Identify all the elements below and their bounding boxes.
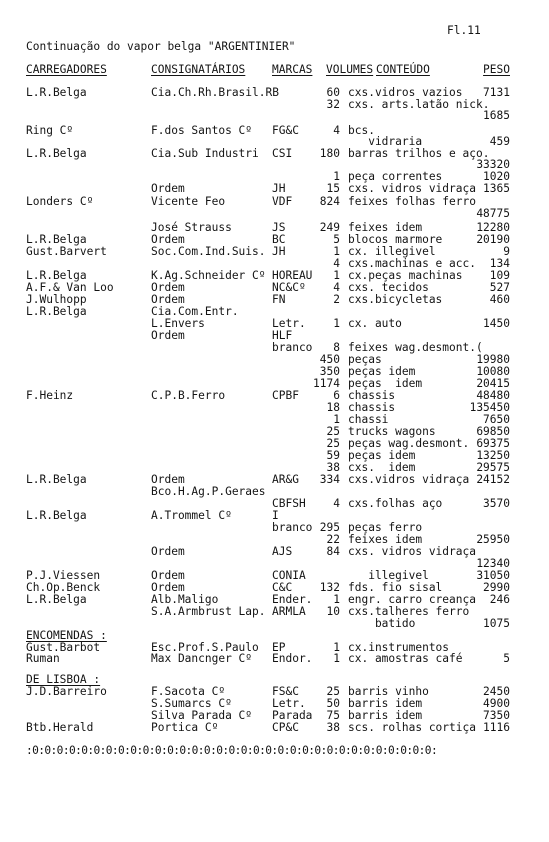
row-content: cxs. vidros vidraça: [348, 182, 476, 195]
row-shipper: Londers Cº: [26, 195, 94, 208]
row-content: cxs.folhas aço: [348, 497, 443, 510]
column-header-contents: CONTEÚDO: [376, 63, 430, 76]
row-content: peças idem: [348, 377, 423, 390]
row-volume: 38: [326, 721, 340, 734]
row-shipper: L.R.Belga: [26, 305, 87, 318]
row-content: chassis: [348, 389, 396, 402]
row-weight: 19980: [476, 353, 510, 366]
row-consignee: Ordem: [151, 293, 185, 306]
row-mark: AR&G: [272, 473, 299, 486]
row-content: blocos marmore: [348, 233, 443, 246]
column-header-volumes: VOLUMES: [326, 63, 374, 76]
row-mark: branco: [272, 521, 313, 534]
row-mark: FN: [272, 293, 286, 306]
row-weight: 9: [503, 245, 510, 258]
row-volume: 5: [333, 233, 340, 246]
row-consignee: Silva Parada Cº: [151, 709, 253, 722]
row-volume: 10: [326, 605, 340, 618]
row-weight: 109: [489, 269, 510, 282]
row-shipper: L.R.Belga: [26, 473, 87, 486]
row-volume: 1174: [313, 377, 340, 390]
row-volume: 2: [333, 293, 340, 306]
row-mark: CSI: [272, 147, 293, 160]
row-volume: 450: [319, 353, 340, 366]
row-weight: 20415: [476, 377, 510, 390]
row-weight: 246: [489, 593, 510, 606]
row-volume: 8: [333, 341, 340, 354]
row-mark: I: [272, 509, 279, 522]
row-volume: 50: [326, 697, 340, 710]
row-mark: HLF: [272, 329, 293, 342]
row-mark: C&C: [272, 581, 293, 594]
row-consignee: Ordem: [151, 545, 185, 558]
row-consignee: Cia.Com.Entr.: [151, 305, 239, 318]
section-heading-encomendas: ENCOMENDAS :: [26, 629, 107, 642]
column-header-marks: MARCAS: [272, 63, 313, 76]
row-content: chassi: [348, 413, 389, 426]
row-content: cx. auto: [348, 317, 402, 330]
row-consignee: Alb.Maligo: [151, 593, 219, 606]
row-consignee: S.A.Armbrust Lap.: [151, 605, 266, 618]
row-weight: 1020: [483, 170, 510, 183]
row-content: cxs.vidros vidraça: [348, 473, 470, 486]
row-weight: 13250: [476, 449, 510, 462]
row-weight: 135450: [469, 401, 510, 414]
row-shipper: Ring Cº: [26, 124, 74, 137]
row-content: peças: [348, 353, 382, 366]
row-content: cxs.vidros vazios: [348, 86, 463, 99]
row-volume: 84: [326, 545, 340, 558]
row-consignee: Cia.Ch.Rh.Brasil.RB: [151, 86, 279, 99]
row-consignee: Esc.Prof.S.Paulo: [151, 641, 259, 654]
row-mark: Letr.: [272, 317, 306, 330]
row-weight: 1075: [483, 617, 510, 630]
row-mark: FG&C: [272, 124, 299, 137]
row-content: trucks wagons: [348, 425, 436, 438]
row-volume: 1: [333, 317, 340, 330]
row-content: batido: [348, 617, 416, 630]
row-consignee: Bco.H.Ag.P.Geraes: [151, 485, 266, 498]
row-consignee: Soc.Com.Ind.Suis.: [151, 245, 266, 258]
row-volume: 1: [333, 652, 340, 665]
row-shipper: L.R.Belga: [26, 269, 87, 282]
row-shipper: L.R.Belga: [26, 233, 87, 246]
row-shipper: L.R.Belga: [26, 147, 87, 160]
row-volume: 1: [333, 413, 340, 426]
row-volume: 75: [326, 709, 340, 722]
row-content: peças ferro: [348, 521, 423, 534]
row-volume: 32: [326, 98, 340, 111]
row-content: peças wag.desmont.: [348, 437, 470, 450]
row-volume: 132: [319, 581, 340, 594]
row-content: feixes wag.desmont.(: [348, 341, 483, 354]
row-weight: 527: [489, 281, 510, 294]
row-consignee: Ordem: [151, 233, 185, 246]
row-consignee: Ordem: [151, 569, 185, 582]
row-content: bcs.: [348, 124, 375, 137]
row-content: cxs. vidros vidraça: [348, 545, 476, 558]
row-consignee: F.dos Santos Cº: [151, 124, 253, 137]
row-volume: 295: [319, 521, 340, 534]
row-volume: 22: [326, 533, 340, 546]
row-volume: 4: [333, 281, 340, 294]
row-content: cxs.machinas e acc.: [348, 257, 476, 270]
row-mark: CPBF: [272, 389, 299, 402]
row-shipper: P.J.Viessen: [26, 569, 101, 582]
row-content: feixes idem: [348, 221, 423, 234]
row-volume: 15: [326, 182, 340, 195]
row-content: chassis: [348, 401, 396, 414]
row-weight: 1116: [483, 721, 510, 734]
row-weight: 69850: [476, 425, 510, 438]
row-volume: 1: [333, 593, 340, 606]
row-content: cx.peças machinas: [348, 269, 463, 282]
row-consignee: Portica Cº: [151, 721, 219, 734]
row-content: peças idem: [348, 449, 416, 462]
row-weight: 2450: [483, 685, 510, 698]
row-mark: Letr.: [272, 697, 306, 710]
row-volume: 18: [326, 401, 340, 414]
row-content: cx.instrumentos: [348, 641, 450, 654]
row-content: fds. fio sisal: [348, 581, 443, 594]
row-volume: 334: [319, 473, 340, 486]
row-mark: AJS: [272, 545, 293, 558]
row-volume: 350: [319, 365, 340, 378]
row-mark: FS&C: [272, 685, 299, 698]
row-consignee: Ordem: [151, 473, 185, 486]
row-content: barris vinho: [348, 685, 429, 698]
row-shipper: L.R.Belga: [26, 593, 87, 606]
document-title: Continuação do vapor belga "ARGENTINIER": [26, 40, 296, 53]
row-weight: 24152: [476, 473, 510, 486]
row-weight: 4900: [483, 697, 510, 710]
row-volume: 180: [319, 147, 340, 160]
row-volume: 1: [333, 245, 340, 258]
row-volume: 38: [326, 461, 340, 474]
row-content: cxs. tecidos: [348, 281, 429, 294]
row-consignee: Vicente Feo: [151, 195, 226, 208]
row-weight: 31050: [476, 569, 510, 582]
row-content: illegivel: [348, 569, 429, 582]
row-weight: 460: [489, 293, 510, 306]
row-weight: 5: [503, 652, 510, 665]
row-consignee: Ordem: [151, 281, 185, 294]
row-content: vidraria: [348, 135, 423, 148]
row-content: peças idem: [348, 365, 416, 378]
row-volume: 1: [333, 269, 340, 282]
row-content: peça correntes: [348, 170, 443, 183]
row-mark: VDF: [272, 195, 293, 208]
row-consignee: F.Sacota Cº: [151, 685, 226, 698]
row-volume: 824: [319, 195, 340, 208]
row-mark: NC&Cº: [272, 281, 306, 294]
row-mark: CBFSH: [272, 497, 306, 510]
column-header-consignees: CONSIGNATÁRIOS: [151, 63, 246, 76]
row-content: cx. illegivel: [348, 245, 436, 258]
section-heading-de-lisboa: DE LISBOA :: [26, 673, 101, 686]
row-weight: 1685: [483, 109, 510, 122]
row-weight: 29575: [476, 461, 510, 474]
row-volume: 25: [326, 425, 340, 438]
row-volume: 249: [319, 221, 340, 234]
row-content: cxs.talheres ferro: [348, 605, 470, 618]
row-consignee: K.Ag.Schneider Cº: [151, 269, 266, 282]
row-volume: 1: [333, 170, 340, 183]
row-shipper: J.Wulhopp: [26, 293, 87, 306]
row-mark: CONIA: [272, 569, 306, 582]
row-shipper: A.F.& Van Loo: [26, 281, 114, 294]
row-weight: 48480: [476, 389, 510, 402]
row-consignee: Max Dancnger Cº: [151, 652, 253, 665]
row-content: cxs. arts.latão nick.: [348, 98, 490, 111]
row-shipper: L.R.Belga: [26, 86, 87, 99]
row-volume: 4: [333, 257, 340, 270]
row-shipper: L.R.Belga: [26, 509, 87, 522]
row-volume: 25: [326, 685, 340, 698]
row-content: barras trilhos e aço.: [348, 147, 490, 160]
row-mark: Ender.: [272, 593, 313, 606]
row-weight: 33320: [476, 158, 510, 171]
row-weight: 20190: [476, 233, 510, 246]
row-weight: 69375: [476, 437, 510, 450]
row-shipper: Ruman: [26, 652, 60, 665]
row-weight: 459: [489, 135, 510, 148]
row-mark: HOREAU: [272, 269, 313, 282]
row-weight: 7650: [483, 413, 510, 426]
row-content: barris idem: [348, 697, 423, 710]
row-content: feixes idem: [348, 533, 423, 546]
row-consignee: C.P.B.Ferro: [151, 389, 226, 402]
row-weight: 2990: [483, 581, 510, 594]
row-shipper: Ch.Op.Benck: [26, 581, 101, 594]
row-consignee: L.Envers: [151, 317, 205, 330]
row-consignee: Ordem: [151, 581, 185, 594]
row-weight: 48775: [476, 207, 510, 220]
row-content: cx. amostras café: [348, 652, 463, 665]
row-weight: 134: [489, 257, 510, 270]
row-mark: EP: [272, 641, 286, 654]
row-content: engr. carro creança: [348, 593, 476, 606]
folio-number: Fl.11: [447, 24, 481, 37]
row-volume: 4: [333, 497, 340, 510]
footer-separator: :0:0:0:0:0:0:0:0:0:0:0:0:0:0:0:0:0:0:0:0:0:0:0:0:0:0:0:0:0:0:0:0:0:: [26, 744, 438, 757]
row-mark: branco: [272, 341, 313, 354]
row-volume: 4: [333, 124, 340, 137]
row-shipper: F.Heinz: [26, 389, 74, 402]
row-shipper: Gust.Barvert: [26, 245, 107, 258]
row-weight: 7131: [483, 86, 510, 99]
row-consignee: S.Sumarcs Cº: [151, 697, 232, 710]
row-volume: 1: [333, 641, 340, 654]
row-weight: 12340: [476, 557, 510, 570]
row-weight: 12280: [476, 221, 510, 234]
row-shipper: Gust.Barbot: [26, 641, 101, 654]
row-weight: 7350: [483, 709, 510, 722]
row-consignee: Ordem: [151, 329, 185, 342]
row-content: scs. rolhas cortiça: [348, 721, 476, 734]
row-volume: 25: [326, 437, 340, 450]
row-content: cxs. idem: [348, 461, 416, 474]
row-mark: Endor.: [272, 652, 313, 665]
column-header-shippers: CARREGADORES: [26, 63, 107, 76]
row-mark: ARMLA: [272, 605, 306, 618]
row-volume: 6: [333, 389, 340, 402]
row-mark: JS: [272, 221, 286, 234]
row-volume: 59: [326, 449, 340, 462]
row-weight: 3570: [483, 497, 510, 510]
row-shipper: J.D.Barreiro: [26, 685, 107, 698]
row-content: feixes folhas ferro: [348, 195, 476, 208]
row-shipper: Btb.Herald: [26, 721, 94, 734]
column-header-weight: PESO: [483, 63, 510, 76]
row-weight: 1365: [483, 182, 510, 195]
row-consignee: José Strauss: [151, 221, 232, 234]
row-mark: JH: [272, 182, 286, 195]
row-consignee: Cia.Sub Industri: [151, 147, 259, 160]
row-volume: 60: [326, 86, 340, 99]
row-weight: 25950: [476, 533, 510, 546]
row-weight: 10080: [476, 365, 510, 378]
row-consignee: A.Trommel Cº: [151, 509, 232, 522]
row-mark: BC: [272, 233, 286, 246]
row-consignee: Ordem: [151, 182, 185, 195]
row-content: cxs.bicycletas: [348, 293, 443, 306]
row-weight: 1450: [483, 317, 510, 330]
row-mark: CP&C: [272, 721, 299, 734]
row-content: barris idem: [348, 709, 423, 722]
row-mark: Parada: [272, 709, 313, 722]
row-mark: JH: [272, 245, 286, 258]
